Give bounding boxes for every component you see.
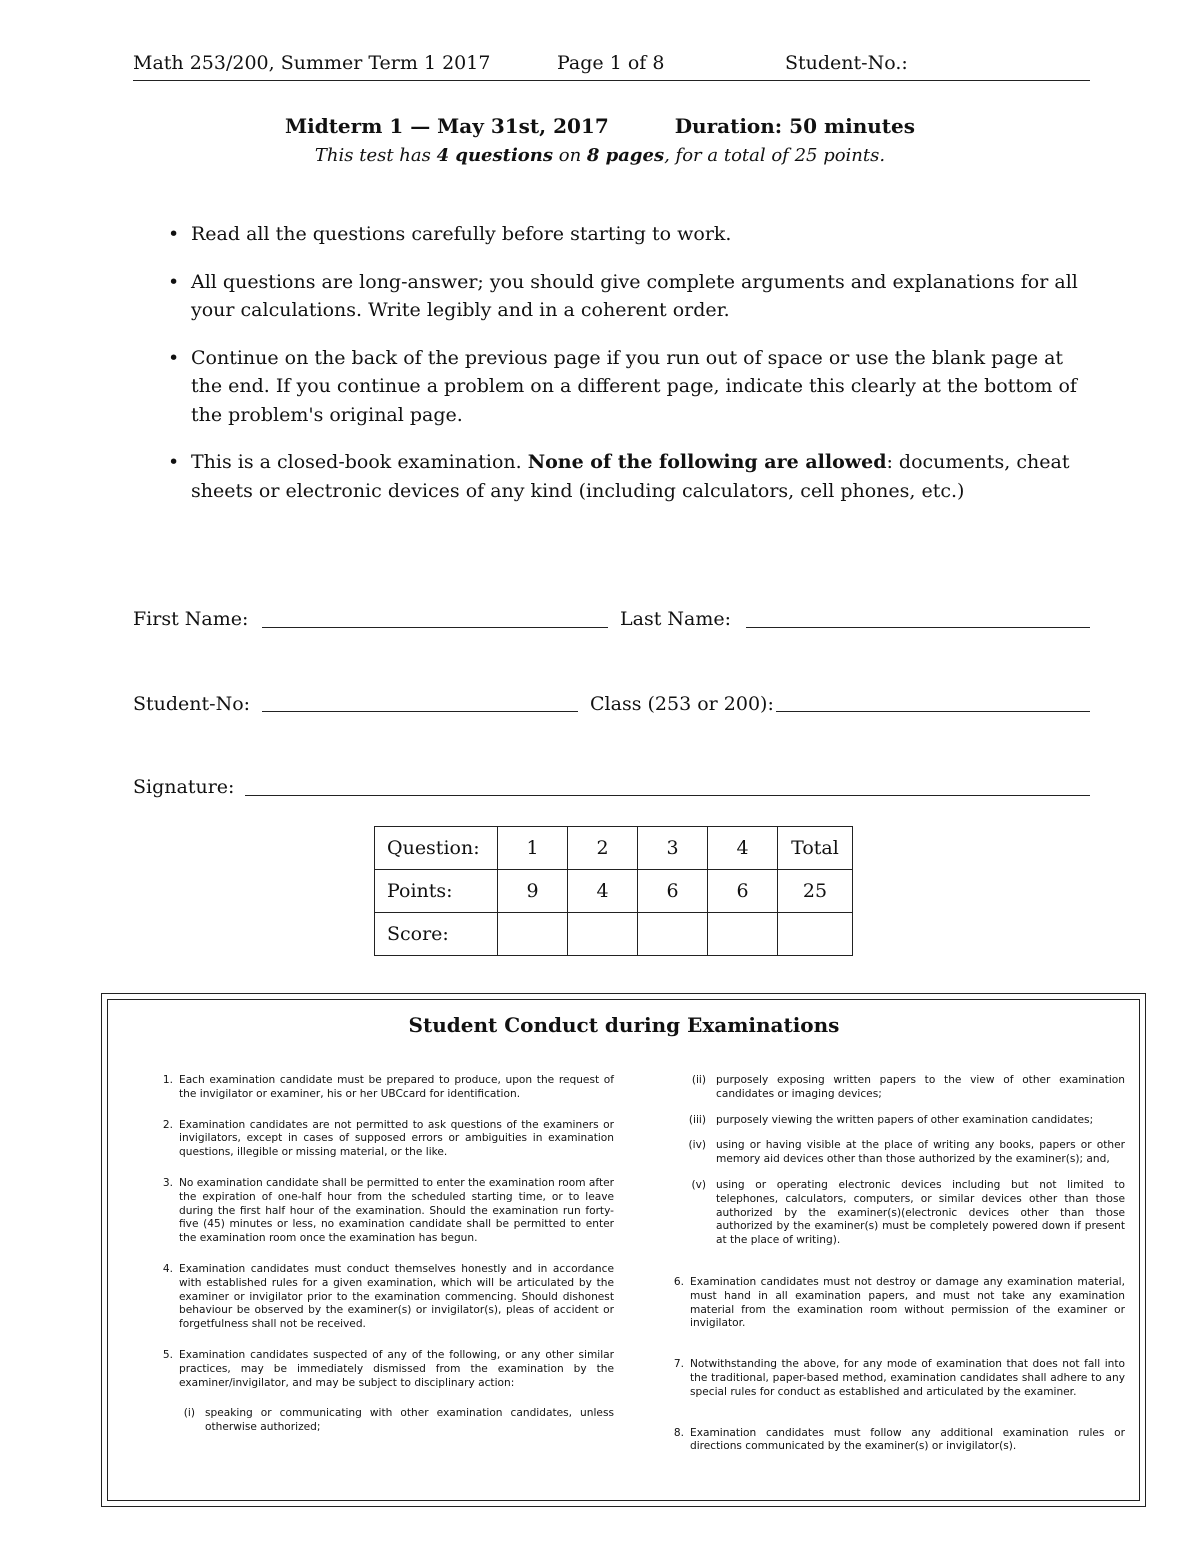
instruction-text: All questions are long-answer; you should give complete arguments and explanations for all your calculations. Write legibly and in a coherent order. bbox=[191, 270, 1078, 321]
conduct-item bbox=[155, 1263, 614, 1332]
conduct-subitem bbox=[666, 1074, 1125, 1102]
first-name-label: First Name: bbox=[133, 608, 249, 630]
conduct-subitem bbox=[666, 1114, 1125, 1128]
subtitle-post: , for a total of 25 points. bbox=[664, 145, 886, 166]
score-cell[interactable] bbox=[708, 913, 778, 956]
instruction-text-post: : documents, cheat sheets or electronic devices of any kind (including calculators, cell phones, etc.) bbox=[191, 451, 1070, 502]
conduct-title: Student Conduct during Examinations bbox=[408, 1013, 840, 1037]
item-number: 6. bbox=[673, 1275, 684, 1288]
signature-label: Signature: bbox=[133, 776, 235, 798]
conduct-subitem bbox=[666, 1179, 1125, 1248]
subitem-number: (i) bbox=[183, 1407, 195, 1420]
question-label: Question: bbox=[375, 827, 498, 870]
item-text: Examination candidates must not destroy or damage any examination material, must hand in all examination papers, and must not take any examination material from the examination room without permission of the examiner or invigilator. bbox=[690, 1275, 1125, 1330]
grade-table bbox=[374, 826, 853, 956]
instruction-item bbox=[160, 220, 1090, 249]
item-text: Each examination candidate must be prepared to produce, upon the request of the invigilator or examiner, his or her UBCcard for identification. bbox=[179, 1074, 614, 1100]
question-number: 4 bbox=[708, 827, 778, 870]
question-number: 3 bbox=[638, 827, 708, 870]
conduct-item bbox=[155, 1177, 614, 1246]
item-text: No examination candidate shall be permitted to enter the examination room after the expiration of one-half hour from the scheduled starting time, or to leave during the first half hour of the examination. Should the examination run forty-five (45) minutes or less, no examination candidate shall be permitted to enter the examination room once the examination has begun. bbox=[179, 1176, 614, 1245]
total-points-cell: 25 bbox=[778, 870, 853, 913]
conduct-item bbox=[666, 1358, 1125, 1399]
item-number: 4. bbox=[162, 1262, 173, 1275]
subitem-number: (v) bbox=[691, 1178, 706, 1191]
instruction-item bbox=[160, 448, 1090, 505]
exam-title bbox=[0, 114, 1200, 138]
conduct-item bbox=[666, 1276, 1125, 1331]
conduct-right-column bbox=[666, 1074, 1125, 1471]
subitem-text: purposely viewing the written papers of other examination candidates; bbox=[716, 1113, 1094, 1126]
points-cell: 6 bbox=[708, 870, 778, 913]
conduct-subitem bbox=[155, 1407, 614, 1435]
subitem-text: speaking or communicating with other examination candidates, unless otherwise authorized; bbox=[205, 1407, 614, 1434]
first-name-line[interactable] bbox=[262, 627, 608, 628]
table-row bbox=[375, 827, 853, 870]
conduct-item bbox=[155, 1349, 614, 1390]
exam-name: Midterm 1 — May 31st, 2017 bbox=[284, 114, 609, 138]
table-row bbox=[375, 913, 853, 956]
exam-subtitle bbox=[0, 145, 1200, 166]
bullet-icon: • bbox=[168, 223, 180, 245]
item-number: 8. bbox=[673, 1426, 684, 1439]
subtitle-mid: on bbox=[553, 145, 587, 166]
conduct-item bbox=[666, 1427, 1125, 1455]
item-text: Examination candidates suspected of any of the following, or any other similar practices, may be immediately dismissed from the examination by the examiner/invigilator, and may be subject to disciplinary action: bbox=[179, 1348, 614, 1389]
conduct-left-column bbox=[155, 1074, 614, 1447]
last-name-label: Last Name: bbox=[620, 608, 731, 630]
exam-duration: Duration: 50 minutes bbox=[674, 114, 916, 138]
student-no-line[interactable] bbox=[262, 711, 578, 712]
subtitle-pages: 8 pages bbox=[586, 145, 665, 166]
total-label: Total bbox=[778, 827, 853, 870]
total-score-cell[interactable] bbox=[778, 913, 853, 956]
instruction-text: Continue on the back of the previous page if you run out of space or use the blank page at the end. If you continue a problem on a different page, indicate this clearly at the bottom of the problem's original page. bbox=[191, 346, 1077, 426]
bullet-icon: • bbox=[168, 346, 180, 369]
points-cell: 9 bbox=[498, 870, 568, 913]
bullet-icon: • bbox=[168, 270, 180, 293]
points-cell: 6 bbox=[638, 870, 708, 913]
class-label: Class (253 or 200): bbox=[590, 693, 774, 715]
points-label: Points: bbox=[375, 870, 498, 913]
item-number: 5. bbox=[162, 1348, 173, 1361]
subitem-number: (iii) bbox=[688, 1113, 706, 1126]
item-text: Examination candidates must follow any additional examination rules or directions communicated by the examiner(s) or invigilator(s). bbox=[690, 1426, 1125, 1453]
item-text: Examination candidates must conduct themselves honestly and in accordance with established rules for a given examination, which will be articulated by the examiner or invigilator prior to the examination commencing. Should dishonest behaviour be observed by the examiner(s) or invigilator(s), pleas of accident or forgetfulness shall not be received. bbox=[179, 1262, 614, 1331]
conduct-item bbox=[155, 1074, 614, 1102]
instruction-text: Read all the questions carefully before starting to work. bbox=[191, 223, 732, 245]
subtitle-questions: 4 questions bbox=[436, 145, 554, 166]
table-row bbox=[375, 870, 853, 913]
instruction-item bbox=[160, 268, 1090, 325]
question-number: 1 bbox=[498, 827, 568, 870]
instruction-text-bold: None of the following are allowed bbox=[527, 451, 887, 473]
signature-line[interactable] bbox=[245, 795, 1090, 796]
class-line[interactable] bbox=[776, 711, 1090, 712]
student-no-label: Student-No: bbox=[133, 693, 251, 715]
instructions-list bbox=[160, 220, 1090, 524]
instruction-item bbox=[160, 344, 1090, 430]
last-name-line[interactable] bbox=[746, 627, 1090, 628]
student-no-header: Student-No.: bbox=[785, 52, 908, 74]
conduct-item bbox=[155, 1119, 614, 1160]
item-number: 2. bbox=[162, 1118, 173, 1131]
instruction-text-pre: This is a closed-book examination. bbox=[191, 451, 528, 473]
bullet-icon: • bbox=[168, 451, 180, 473]
points-cell: 4 bbox=[568, 870, 638, 913]
score-label: Score: bbox=[375, 913, 498, 956]
item-number: 3. bbox=[162, 1176, 173, 1189]
score-cell[interactable] bbox=[498, 913, 568, 956]
page-number: Page 1 of 8 bbox=[557, 52, 665, 74]
item-number: 7. bbox=[673, 1358, 684, 1371]
course-header: Math 253/200, Summer Term 1 2017 bbox=[133, 52, 491, 74]
conduct-subitem bbox=[666, 1139, 1125, 1167]
score-cell[interactable] bbox=[568, 913, 638, 956]
subitem-text: purposely exposing written papers to the view of other examination candidates or imaging devices; bbox=[716, 1074, 1125, 1100]
subitem-number: (iv) bbox=[688, 1139, 706, 1152]
header-rule bbox=[133, 80, 1090, 81]
item-number: 1. bbox=[162, 1074, 173, 1086]
subitem-text: using or having visible at the place of writing any books, papers or other memory aid devices other than those authorized by the examiner(s); and, bbox=[716, 1139, 1125, 1166]
subtitle-pre: This test has bbox=[314, 145, 437, 166]
score-cell[interactable] bbox=[638, 913, 708, 956]
question-number: 2 bbox=[568, 827, 638, 870]
subitem-text: using or operating electronic devices including but not limited to telephones, calculators, computers, or similar devices other than those authorized by the examiner(s)(electronic devices other than those authorized by the examiner(s) must be completely powered down if present at the place of writing). bbox=[716, 1178, 1125, 1247]
item-text: Examination candidates are not permitted to ask questions of the examiners or invigilators, except in cases of supposed errors or ambiguities in examination questions, illegible or missing material, or the like. bbox=[179, 1118, 614, 1159]
item-text: Notwithstanding the above, for any mode of examination that does not fall into the traditional, paper-based method, examination candidates shall adhere to any special rules for conduct as established and articulated by the examiner. bbox=[690, 1358, 1125, 1398]
subitem-number: (ii) bbox=[691, 1074, 706, 1086]
